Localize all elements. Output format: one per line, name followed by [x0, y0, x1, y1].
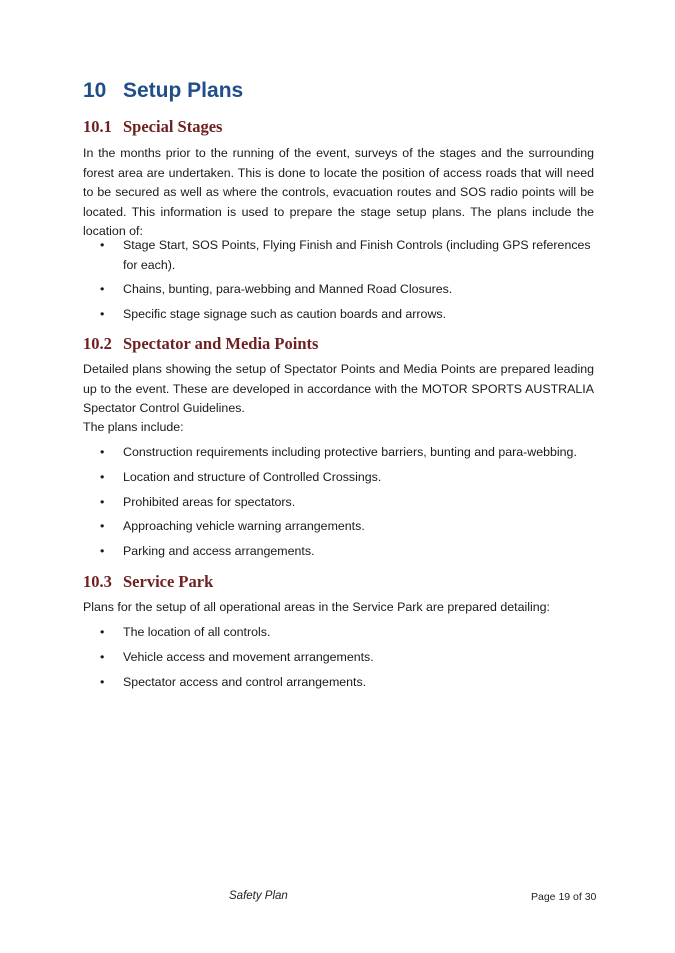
bullet-icon: • — [100, 674, 105, 689]
bullet-icon: • — [100, 519, 105, 534]
section-title: Setup Plans — [123, 79, 244, 102]
list-item: • Approaching vehicle warning arrangements. — [83, 517, 594, 537]
bullet-list-special-stages — [83, 236, 594, 330]
bullet-list-service-park — [83, 623, 594, 697]
bullet-icon: • — [100, 544, 105, 559]
paragraph: Plans for the setup of all operational areas in the Service Park are prepared detailing: — [83, 600, 550, 614]
bullet-icon: • — [100, 469, 105, 484]
list-item: • Vehicle access and movement arrangements. — [83, 648, 594, 668]
subsection-title: Special Stages — [123, 117, 223, 136]
list-item: • Parking and access arrangements. — [83, 542, 594, 562]
list-item: • Prohibited areas for spectators. — [83, 493, 594, 513]
bullet-icon: • — [100, 282, 105, 297]
footer-document-title: Safety Plan — [229, 890, 288, 902]
bullet-icon: • — [100, 445, 105, 459]
bullet-list-spectator-media — [83, 443, 594, 567]
subsection-number: 10.3 — [83, 572, 112, 591]
bullet-icon: • — [100, 307, 105, 322]
subsection-number: 10.1 — [83, 117, 112, 136]
paragraph: The plans include: — [83, 420, 184, 434]
paragraph: In the months prior to the running of the event, surveys of the stages and the surrounding forest area are undertaken. This is done to locate the position of access roads that will need to be secured as well as where the controls, evacuation routes and SOS radio points will be located. This information is used to prepare the stage setup plans. The plans include the location of: — [83, 146, 594, 239]
bullet-icon: • — [100, 238, 105, 252]
section-number: 10 — [83, 79, 107, 102]
subsection-heading-spectator-media — [83, 334, 318, 354]
bullet-icon: • — [100, 625, 105, 639]
subsection-title: Spectator and Media Points — [123, 334, 319, 353]
subsection-heading-special-stages — [83, 117, 222, 137]
list-item: • Stage Start, SOS Points, Flying Finish and Finish Controls (including GPS references for each). — [100, 238, 591, 272]
list-item: • Specific stage signage such as caution boards and arrows. — [83, 305, 594, 325]
bullet-icon: • — [100, 649, 105, 664]
subsection-number: 10.2 — [83, 334, 112, 353]
footer-page-number: Page 19 of 30 — [531, 891, 597, 903]
bullet-icon: • — [100, 494, 105, 509]
list-item: • Chains, bunting, para-webbing and Manned Road Closures. — [83, 280, 594, 300]
list-item: • Location and structure of Controlled Crossings. — [83, 468, 594, 488]
subsection-heading-service-park — [83, 572, 213, 592]
list-item: • Spectator access and control arrangements. — [83, 673, 594, 693]
list-item: • The location of all controls. — [83, 623, 594, 643]
list-item: • Construction requirements including protective barriers, bunting and para-webbing. — [83, 443, 594, 463]
subsection-title: Service Park — [123, 572, 214, 591]
section-heading — [83, 79, 243, 103]
paragraph: Detailed plans showing the setup of Spectator Points and Media Points are prepared leading up to the event. These are developed in accordance with the MOTOR SPORTS AUSTRALIA Spectator Control Guidelines. — [83, 362, 594, 416]
